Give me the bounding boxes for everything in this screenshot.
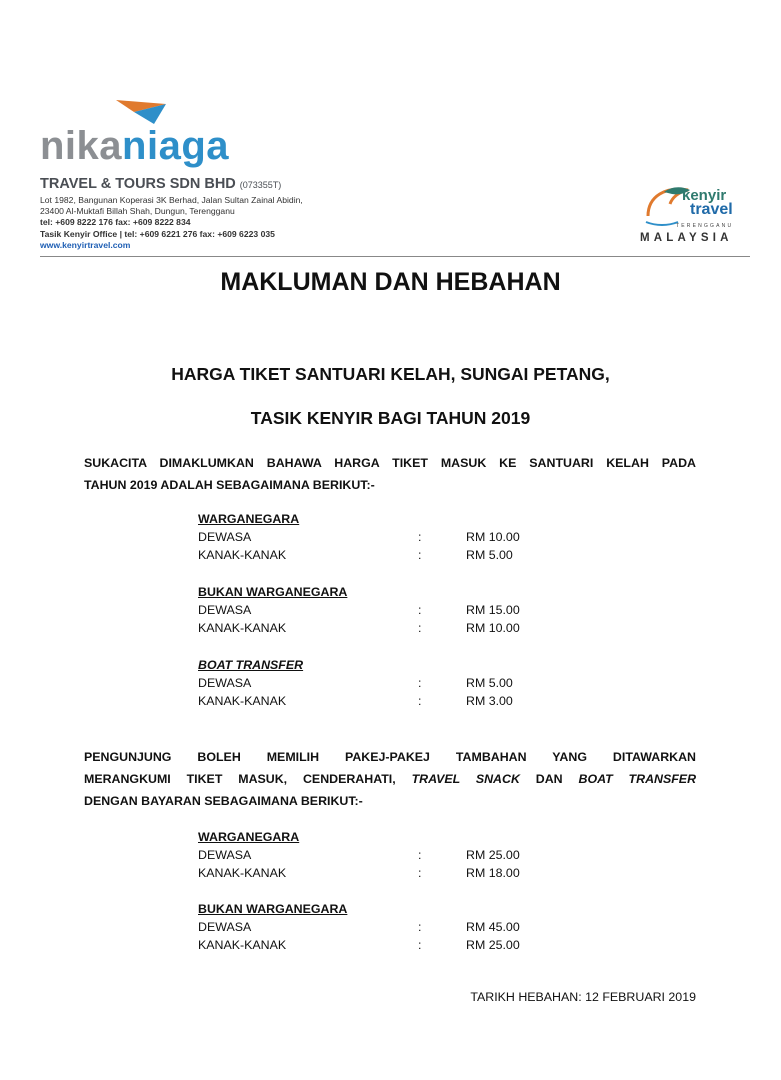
logo-country: MALAYSIA [640, 232, 733, 244]
website-link[interactable]: www.kenyirtravel.com [40, 239, 131, 250]
price-label: KANAK-KANAK [198, 866, 287, 880]
phone-line: tel: +609 8222 176 fax: +609 8222 834 [40, 217, 191, 228]
price-separator: : [418, 920, 422, 934]
price-label: DEWASA [198, 530, 252, 544]
price-separator: : [418, 621, 422, 635]
price-label: DEWASA [198, 920, 252, 934]
document-subtitle-line-1: HARGA TIKET SANTUARI KELAH, SUNGAI PETANG, [171, 364, 610, 384]
price-separator: : [418, 866, 422, 880]
address-line-1: Lot 1982, Bangunan Koperasi 3K Berhad, Jalan Sultan Zainal Abidin, [40, 195, 303, 205]
package-line-2-part-c: DAN [535, 772, 563, 786]
company-reg: (073355T) [239, 180, 282, 190]
logo-word-1: kenyir [682, 187, 727, 204]
price-label: KANAK-KANAK [198, 694, 287, 708]
price-row [198, 692, 538, 710]
company-name-text: TRAVEL & TOURS SDN BHD [40, 176, 236, 192]
price-value: RM 25.00 [466, 848, 520, 862]
document-subtitle-line-2: TASIK KENYIR BAGI TAHUN 2019 [250, 408, 531, 428]
price-value: RM 5.00 [466, 676, 513, 690]
logo-word-2: travel [690, 201, 733, 218]
price-value: RM 5.00 [466, 548, 513, 562]
package-line-2-part-d: BOAT TRANSFER [578, 772, 697, 786]
kenyir-travel-logo [632, 180, 752, 252]
price-value: RM 3.00 [466, 694, 513, 708]
ticket-group-citizen [198, 510, 538, 564]
document-title: MAKLUMAN DAN HEBAHAN [220, 268, 561, 296]
package-group-citizen [198, 828, 538, 882]
price-row [198, 936, 538, 954]
intro-line-1: SUKACITA DIMAKLUMKAN BAHAWA HARGA TIKET MASUK KE SANTUARI KELAH PADA [84, 456, 696, 470]
company-address [40, 195, 303, 251]
price-label: KANAK-KANAK [198, 938, 287, 952]
price-value: RM 45.00 [466, 920, 520, 934]
announcement-date: TARIKH HEBAHAN: 12 FEBRUARI 2019 [470, 990, 696, 1004]
price-label: KANAK-KANAK [198, 621, 287, 635]
intro-line-2: TAHUN 2019 ADALAH SEBAGAIMANA BERIKUT:- [84, 478, 375, 492]
header-divider [40, 256, 750, 257]
price-separator: : [418, 548, 422, 562]
price-row [198, 601, 538, 619]
address-line-2: 23400 Al-Muktafi Billah Shah, Dungun, Terengganu [40, 206, 235, 217]
price-value: RM 15.00 [466, 603, 520, 617]
price-label: DEWASA [198, 848, 252, 862]
office-line: Tasik Kenyir Office | tel: +609 6221 276 fax: +609 6223 035 [40, 228, 275, 239]
price-label: KANAK-KANAK [198, 548, 287, 562]
package-line-2-part-b: TRAVEL SNACK [411, 772, 520, 786]
price-separator: : [418, 938, 422, 952]
price-row [198, 546, 538, 564]
package-line-3: DENGAN BAYARAN SEBAGAIMANA BERIKUT:- [84, 794, 363, 808]
price-separator: : [418, 603, 422, 617]
price-value: RM 10.00 [466, 530, 520, 544]
price-row [198, 864, 538, 882]
group-heading: WARGANEGARA [198, 512, 300, 526]
company-logo-text [40, 126, 229, 166]
brand-part-1: nika [40, 124, 123, 168]
price-separator: : [418, 848, 422, 862]
package-line-2-part-a: MERANGKUMI TIKET MASUK, CENDERAHATI, [84, 772, 396, 786]
group-heading: BUKAN WARGANEGARA [198, 585, 348, 599]
ticket-group-boat-transfer [198, 656, 538, 710]
brand-part-2: niaga [122, 124, 230, 168]
group-heading: BOAT TRANSFER [198, 658, 304, 672]
package-paragraph [84, 746, 696, 812]
price-separator: : [418, 530, 422, 544]
price-row [198, 528, 538, 546]
ticket-group-non-citizen [198, 583, 538, 637]
package-group-non-citizen [198, 900, 538, 954]
company-name [40, 176, 281, 192]
price-value: RM 18.00 [466, 866, 520, 880]
price-separator: : [418, 694, 422, 708]
price-row [198, 846, 538, 864]
group-heading: WARGANEGARA [198, 830, 300, 844]
group-heading: BUKAN WARGANEGARA [198, 902, 348, 916]
price-row [198, 674, 538, 692]
intro-paragraph [84, 452, 696, 496]
package-line-2 [84, 768, 696, 790]
price-separator: : [418, 676, 422, 690]
logo-region: TERENGGANU [676, 223, 734, 229]
price-label: DEWASA [198, 676, 252, 690]
price-value: RM 10.00 [466, 621, 520, 635]
price-value: RM 25.00 [466, 938, 520, 952]
price-label: DEWASA [198, 603, 252, 617]
price-row [198, 918, 538, 936]
package-line-1: PENGUNJUNG BOLEH MEMILIH PAKEJ-PAKEJ TAMBAHAN YANG DITAWARKAN [84, 750, 696, 764]
price-row [198, 619, 538, 637]
